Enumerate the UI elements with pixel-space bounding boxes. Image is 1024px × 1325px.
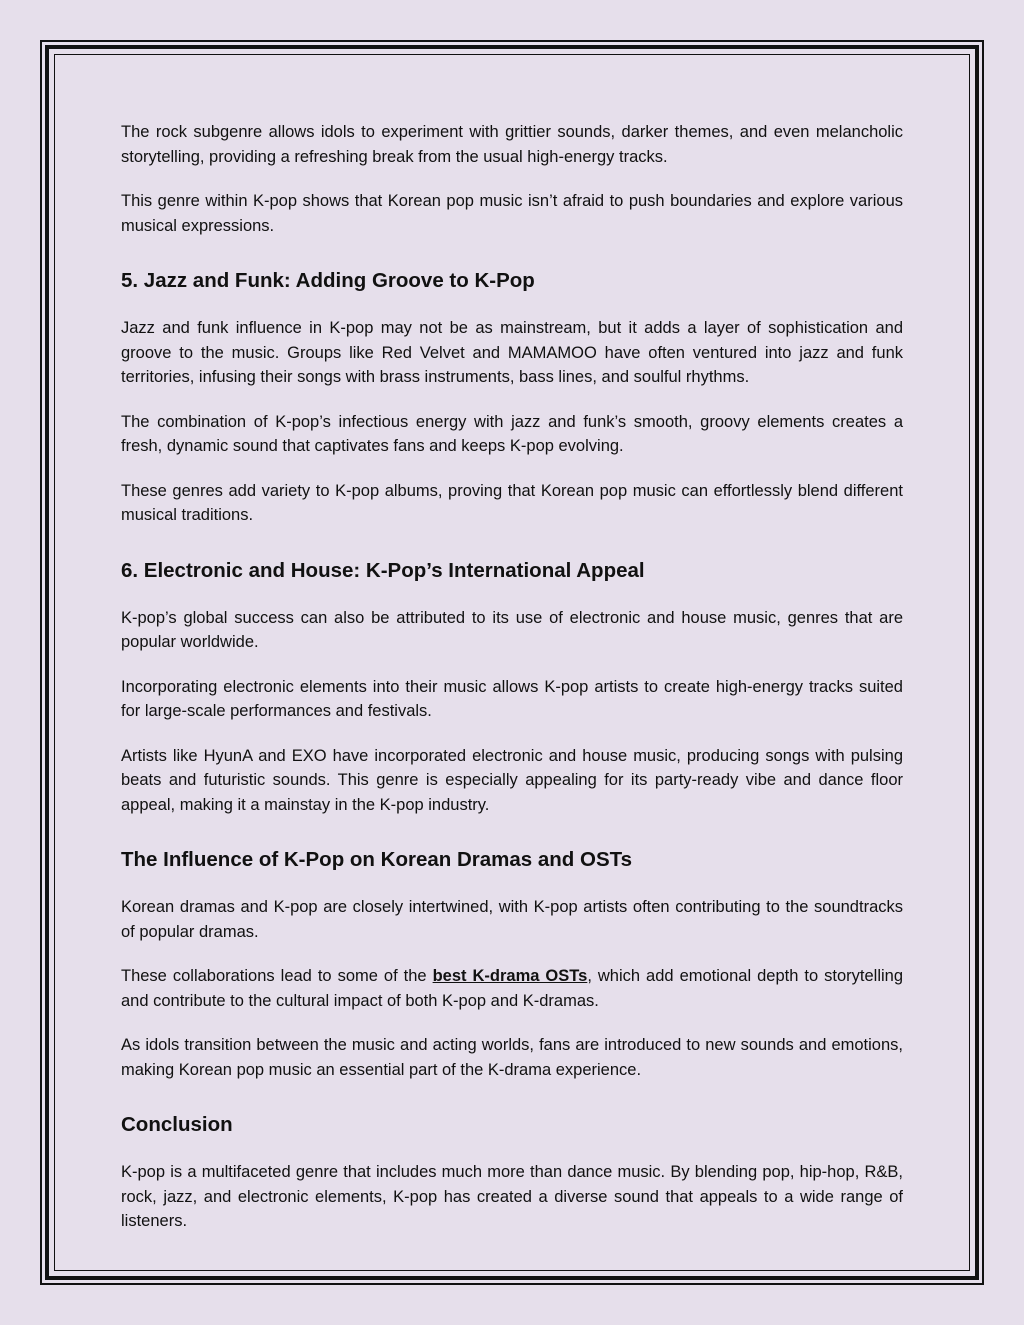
paragraph-dramas-2-end: , which add emotional depth to storytelling and contribute to the cultural impact of both K-pop and K-dramas.	[121, 967, 904, 1010]
best-kdrama-osts-link[interactable]: best K-drama OSTs	[432, 967, 588, 985]
paragraph-electronic-2: Incorporating electronic elements into their music allows K-pop artists to create high-energy tracks suited for large-scale performances and festivals.	[121, 677, 903, 720]
paragraph-conclusion-1: K-pop is a multifaceted genre that includes much more than dance music. By blending pop, hip-hop, R&B, rock, jazz, and electronic elements, K-pop has created a diverse sound that appeals to a wide range of listeners.	[121, 1163, 903, 1230]
paragraph-jazz-1: Jazz and funk influence in K-pop may not be as mainstream, but it adds a layer of sophistication and groove to the music. Groups like Red Velvet and MAMAMOO have often ventured into jazz and funk territories, infusing their songs with brass instruments, bass lines, and soulful rhythms.	[121, 319, 903, 386]
paragraph-dramas-1: Korean dramas and K-pop are closely intertwined, with K-pop artists often contributing to the soundtracks of popular dramas.	[121, 898, 903, 941]
article-body	[121, 120, 903, 1254]
paragraph-dramas-2-start: These collaborations lead to some of the	[121, 967, 433, 985]
paragraph-rock-2: This genre within K-pop shows that Korean pop music isn’t afraid to push boundaries and explore various musical expressions.	[121, 192, 903, 235]
heading-jazz-funk: 5. Jazz and Funk: Adding Groove to K-Pop	[121, 269, 535, 292]
paragraph-dramas-2	[121, 964, 903, 1013]
paragraph-electronic-3: Artists like HyunA and EXO have incorporated electronic and house music, producing songs with pulsing beats and futuristic sounds. This genre is especially appealing for its party-ready vibe and dance floor appeal, making it a mainstay in the K-pop industry.	[121, 746, 903, 814]
paragraph-dramas-3: As idols transition between the music and acting worlds, fans are introduced to new sounds and emotions, making Korean pop music an essential part of the K-drama experience.	[121, 1036, 903, 1079]
heading-electronic-house: 6. Electronic and House: K-Pop’s International Appeal	[121, 558, 645, 582]
paragraph-jazz-3: These genres add variety to K-pop albums, proving that Korean pop music can effortlessly blend different musical traditions.	[121, 481, 903, 524]
paragraph-electronic-1: K-pop’s global success can also be attributed to its use of electronic and house music, genres that are popular worldwide.	[121, 608, 903, 651]
paragraph-jazz-2: The combination of K-pop’s infectious energy with jazz and funk’s smooth, groovy elements creates a fresh, dynamic sound that captivates fans and keeps K-pop evolving.	[121, 412, 903, 455]
paragraph-rock-1: The rock subgenre allows idols to experiment with grittier sounds, darker themes, and even melancholic storytelling, providing a refreshing break from the usual high-energy tracks.	[121, 123, 903, 166]
heading-conclusion: Conclusion	[121, 1113, 233, 1136]
heading-kpop-dramas: The Influence of K-Pop on Korean Dramas and OSTs	[121, 848, 633, 871]
